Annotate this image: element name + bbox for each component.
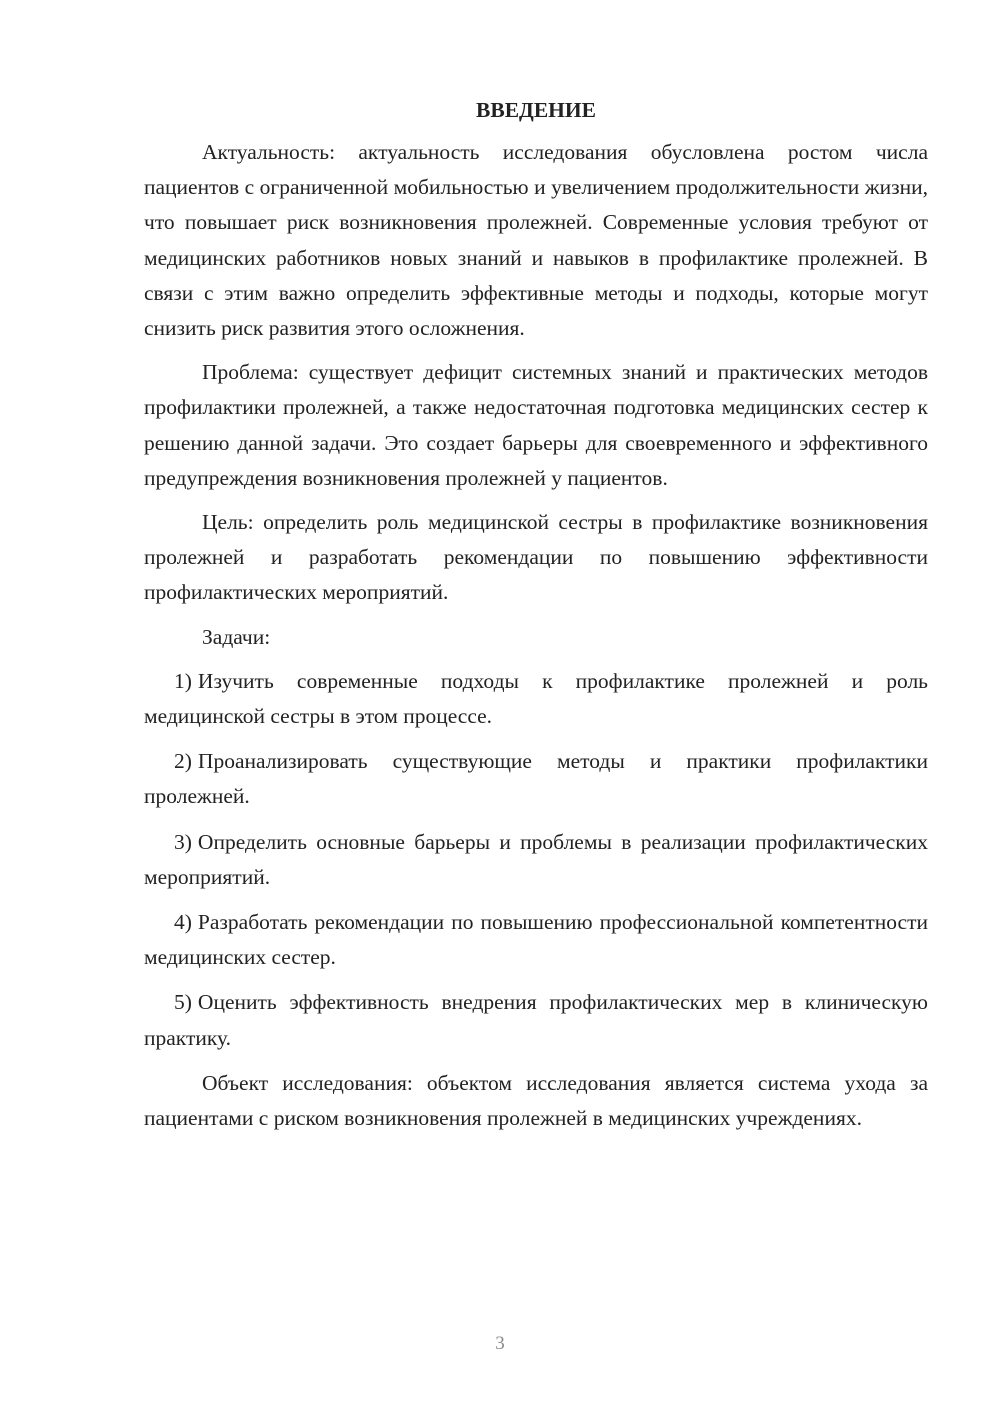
problem-paragraph: Проблема: существует дефицит системных знаний и практических методов профилактики пролежней, а также недостаточная подготовка медицинских сестер к решению данной задачи. Это создает барьеры для своевременного и эффективного предупреждения возникновения пролежней у пациентов. <box>144 360 928 490</box>
task-number: 4) <box>174 910 192 935</box>
page-number: 3 <box>495 1333 505 1354</box>
document-page <box>144 92 928 1145</box>
task-item <box>144 905 928 975</box>
task-item <box>144 825 928 895</box>
task-item <box>144 664 928 734</box>
task-number: 5) <box>174 990 192 1015</box>
task-text: Проанализировать существующие методы и практики профилактики пролежней. <box>144 749 928 809</box>
relevance-paragraph: Актуальность: актуальность исследования обусловлена ростом числа пациентов с ограниченной мобильностью и увеличением продолжительности жизни, что повышает риск возникновения пролежней. Современные условия требуют от медицинских работников новых знаний и навыков в профилактике пролежней. В связи с этим важно определить эффективные методы и подходы, которые могут снизить риск развития этого осложнения. <box>144 140 928 341</box>
tasks-heading: Задачи: <box>202 624 271 649</box>
task-text: Оценить эффективность внедрения профилактических мер в клиническую практику. <box>144 990 928 1050</box>
task-text: Изучить современные подходы к профилактике пролежней и роль медицинской сестры в этом процессе. <box>144 668 928 729</box>
section-title: ВВЕДЕНИЕ <box>476 98 596 122</box>
task-text: Разработать рекомендации по повышению профессиональной компетентности медицинских сестер. <box>144 910 928 970</box>
task-number: 1) <box>174 668 192 693</box>
task-item <box>144 985 928 1055</box>
task-text: Определить основные барьеры и проблемы в реализации профилактических мероприятий. <box>144 829 928 889</box>
task-item <box>144 744 928 814</box>
object-paragraph: Объект исследования: объектом исследования является система ухода за пациентами с риском возникновения пролежней в медицинских учреждениях. <box>144 1070 928 1131</box>
goal-paragraph: Цель: определить роль медицинской сестры в профилактике возникновения пролежней и разработать рекомендации по повышению эффективности профилактических мероприятий. <box>144 510 928 605</box>
task-number: 3) <box>174 829 192 854</box>
task-number: 2) <box>174 749 192 774</box>
